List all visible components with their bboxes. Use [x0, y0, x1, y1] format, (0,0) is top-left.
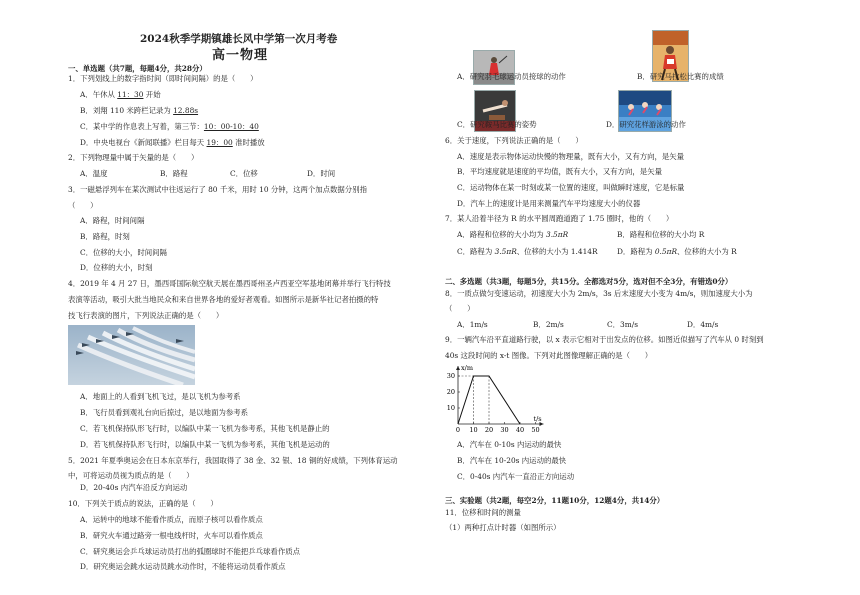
x-tick-label: 0 [455, 426, 461, 434]
q3-option-d: D．位移的大小，时刻 [80, 263, 153, 272]
q4-option-c: C．若飞机保持队形飞行时，以编队中某一飞机为参考系，其他飞机是静止的 [80, 424, 330, 433]
q5-stem-2: 中，可将运动员视为质点的是（ ） [68, 471, 194, 480]
q8-option-b: B．2m/s [533, 320, 564, 329]
q8-option-c: C．3m/s [607, 320, 639, 329]
q2-option-c: C．位移 [230, 169, 258, 178]
q11-sub1: （1）两种打点计时器（如图所示） [445, 523, 561, 532]
q7-option-c: C．路程为 3.5πR、位移的大小为 1.414R [457, 247, 598, 256]
q9-option-d: D．20-40s 内汽车沿反方向运动 [80, 483, 188, 492]
q2-option-a: A．温度 [80, 169, 108, 178]
section-multi-choice: 二、多选题（共3题，每题5分，共15分。全都选对5分，选对但不全3分，有错选0分） [445, 277, 733, 286]
q4-option-b: B．飞行员看到观礼台向后掠过，是以地面为参考系 [80, 408, 249, 417]
q6-stem: 6．关于速度，下列说法正确的是（ ） [445, 136, 583, 145]
y-tick-label: 30 [446, 372, 455, 380]
q9-stem-2: 40s 这段时间的 x-t 图像。下列对此图像理解正确的是（ ） [445, 351, 653, 360]
exam-subject: 高一物理 [212, 48, 269, 63]
x-tick-label: 30 [500, 426, 509, 434]
q2-option-d: D．时间 [307, 169, 336, 178]
q7-stem: 7．某人沿着半径为 R 的水平圆周跑道跑了 1.75 圈时，他的（ ） [445, 214, 674, 223]
q11-stem: 11．位移和时间的测量 [445, 508, 521, 517]
q7-option-d: D．路程为 0.5πR、位移的大小为 R [617, 247, 737, 256]
q5-option-b: B．研究马拉松比赛的成绩 [637, 72, 724, 81]
q1-stem: 1．下列划线上的数字指时间（即时间间隔）的是（ ） [68, 74, 258, 83]
q5-option-a: A．研究羽毛球运动员接球的动作 [457, 72, 566, 81]
y-tick-label: 10 [446, 404, 455, 412]
airshow-photo [68, 325, 195, 385]
exam-title: 2024秋季学期镇雄长风中学第一次月考卷 [140, 33, 338, 45]
q3-option-b: B．路程，时刻 [80, 232, 130, 241]
q6-option-c: C．运动物体在某一时刻或某一位置的速度，叫做瞬时速度，它是标量 [457, 183, 685, 192]
q4-option-a: A．地面上的人看到飞机飞过，是以飞机为参考系 [80, 392, 241, 401]
q2-option-b: B．路程 [160, 169, 188, 178]
q8-stem-cont: （ ） [445, 304, 475, 313]
q9-stem: 9．一辆汽车沿平直道路行驶，以 x 表示它相对于出发点的位移。如图近似描写了汽车从 0 时刻到 [445, 335, 764, 344]
q3-stem: 3．一磁悬浮列车在某次测试中往返运行了 80 千米，用时 10 分钟，这两个加点数据分别指 [68, 185, 367, 194]
x-tick-label: 50 [531, 426, 540, 434]
q10-option-d: D．研究奥运会跳水运动员跳水动作时，不能将运动员看作质点 [80, 562, 286, 571]
q4-stem-2: 表演等活动，吸引大批当地民众和来自世界各地的爱好者观看。如图所示是新华社记者拍摄的特 [68, 295, 379, 304]
q7-option-a: A．路程和位移的大小均为 3.5πR [457, 230, 569, 239]
q3-option-c: C．位移的大小，时间间隔 [80, 248, 167, 257]
q7-option-b: B．路程和位移的大小均 R [617, 230, 705, 239]
xt-guides [458, 376, 489, 424]
xt-tick-labels [447, 364, 542, 434]
x-tick-label: 20 [484, 426, 494, 434]
q9-option-c: C．0-40s 内汽车一直沿正方向运动 [457, 472, 575, 481]
q10-stem: 10．下列关于质点的说法，正确的是（ ） [68, 499, 218, 508]
y-axis-label: x/m [461, 364, 474, 372]
x-tick-label: 40 [515, 426, 525, 434]
q1-option-a: A．午休从 11：30 开始 [80, 90, 161, 99]
q9-option-a: A．汽车在 0-10s 内运动的最快 [457, 440, 562, 449]
q10-option-b: B．研究火车通过路旁一根电线杆时，火车可以看作质点 [80, 531, 263, 540]
q5-option-d-right: D．研究花样游泳的动作 [606, 120, 686, 129]
q8-option-a: A．1m/s [457, 320, 488, 329]
q8-stem: 8．一质点做匀变速运动，初速度大小为 2m/s，3s 后末速度大小变为 4m/s，则加速度大小为 [445, 289, 753, 298]
q4-option-d: D．若飞机保持队形飞行时，以编队中某一飞机为参考系，其他飞机是运动的 [80, 440, 330, 449]
q6-option-a: A．速度是表示物体运动快慢的物理量，既有大小，又有方向，是矢量 [457, 152, 685, 161]
q6-option-b: B．平均速度就是速度的平均值，既有大小，又有方向，是矢量 [457, 167, 662, 176]
x-axis-label: t/s [533, 415, 542, 423]
q10-option-c: C．研究奥运会乒乓球运动员打出的弧圈球时不能把乒乓球看作质点 [80, 547, 300, 556]
section-single-choice: 一、单选题（共7题，每题4分，共28分） [68, 64, 207, 73]
q6-option-d: D．汽车上的速度计是用来测量汽车平均速度大小的仪器 [457, 199, 641, 208]
q3-stem-cont: （ ） [68, 201, 98, 210]
q5-option-c: C．研究鞍马比赛的姿势 [457, 120, 537, 129]
q4-stem: 4．2019 年 4 月 27 日，墨西哥国际航空航天展在墨西哥州圣卢西亚空军基地闭幕并举行飞行特技 [68, 279, 391, 288]
x-tick-label: 10 [469, 426, 478, 434]
y-tick-label: 20 [446, 388, 455, 396]
q2-stem: 2．下列物理量中属于矢量的是（ ） [68, 153, 199, 162]
q1-option-d: D．中央电视台《新闻联播》栏目每天 19：00 准时播放 [80, 138, 265, 147]
xt-graph [440, 362, 555, 436]
q5-stem: 5．2021 年夏季奥运会在日本东京举行，我国取得了 38 金、32 银、18 铜的好成绩，下列体育运动 [68, 456, 398, 465]
q3-option-a: A．路程，时间间隔 [80, 216, 145, 225]
q4-stem-3: 技飞行表演的图片，下列说法正确的是（ ） [68, 311, 224, 320]
q1-option-b: B．刘翔 110 米跨栏记录为 12.88s [80, 106, 199, 115]
q9-option-b: B．汽车在 10-20s 内运动的最快 [457, 456, 567, 465]
xt-axes [456, 366, 544, 426]
q8-option-d: D．4m/s [687, 320, 719, 329]
section-experiment: 三、实验题（共2题，每空2分，11题10分，12题4分，共14分） [445, 496, 665, 505]
q1-option-c: C．某中学的作息表上写着，第三节：10：00-10：40 [80, 122, 259, 131]
q10-option-a: A．运转中的地球不能看作质点，而原子核可以看作质点 [80, 515, 263, 524]
y-axis-arrow [456, 366, 460, 370]
